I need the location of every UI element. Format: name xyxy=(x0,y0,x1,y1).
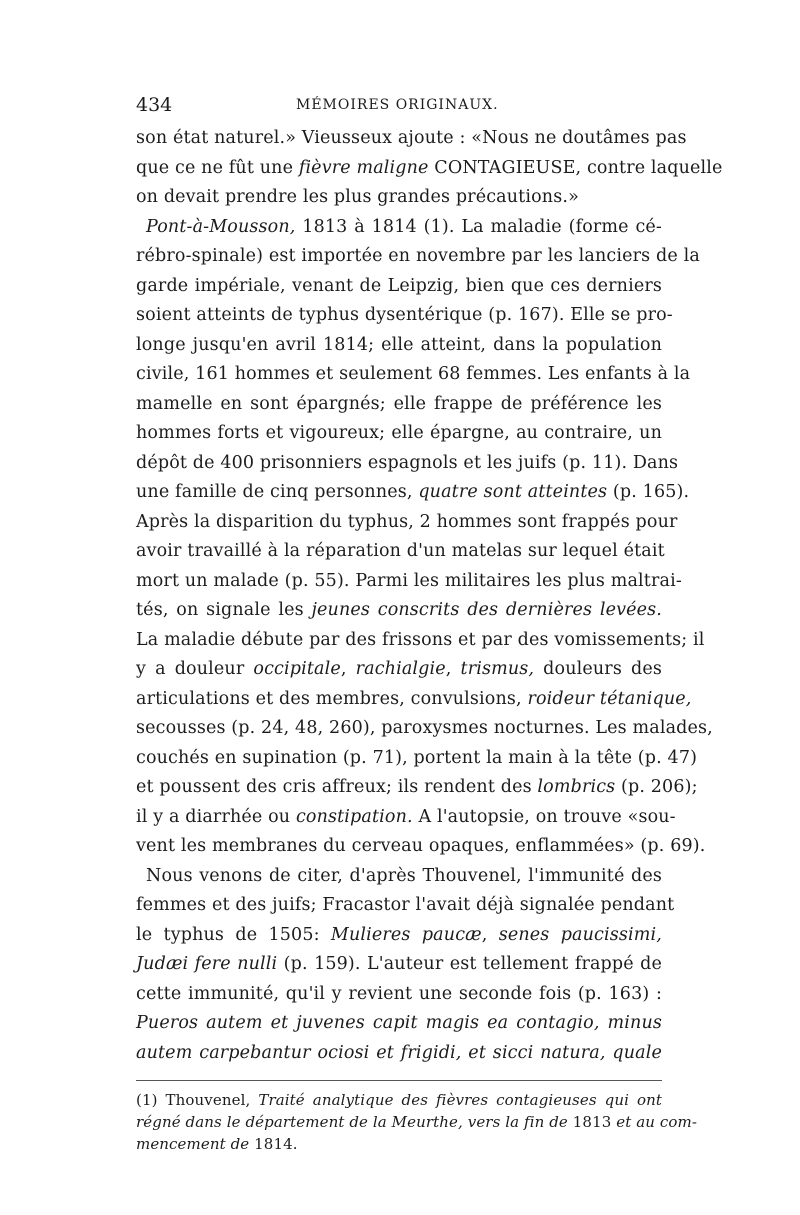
text-line: une famille de cinq personnes, quatre sont atteintes (p. 165). xyxy=(136,482,690,502)
text-line: y a douleur occipitale, rachialgie, trismus, douleurs des xyxy=(136,659,662,679)
text-line: autem carpebantur ociosi et frigidi, et sicci natura, quale xyxy=(136,1042,662,1063)
body-text xyxy=(136,124,723,1068)
text-line: le typhus de 1505: Mulieres paucæ, senes paucissimi, xyxy=(136,924,662,945)
text-line: mort un malade (p. 55). Parmi les militaires les plus maltrai- xyxy=(136,570,682,591)
text-line: Pueros autem et juvenes capit magis ea contagio, minus xyxy=(136,1013,662,1033)
text-line: il y a diarrhée ou constipation. A l'autopsie, on trouve «sou- xyxy=(136,806,676,827)
running-head xyxy=(136,94,662,124)
text-line: son état naturel.» Vieusseux ajoute : «Nous ne doutâmes pas xyxy=(136,128,687,148)
text-line: dépôt de 400 prisonniers espagnols et les juifs (p. 11). Dans xyxy=(136,452,679,473)
text-line: Après la disparition du typhus, 2 hommes sont frappés pour xyxy=(136,511,678,532)
text-line: longe jusqu'en avril 1814; elle atteint, dans la population xyxy=(136,334,662,355)
text-line: et poussent des cris affreux; ils rendent des lombrics (p. 206); xyxy=(136,777,698,797)
text-line: Judæi fere nulli (p. 159). L'auteur est tellement frappé de xyxy=(136,954,663,974)
running-title: MÉMOIRES ORIGINAUX. xyxy=(296,97,499,113)
text-line: mamelle en sont épargnés; elle frappe de préférence les xyxy=(136,393,662,414)
book-page xyxy=(136,94,723,1155)
text-line: garde impériale, venant de Leipzig, bien que ces derniers xyxy=(136,275,662,296)
footnote-line: mencement de 1814. xyxy=(136,1135,298,1153)
text-line: que ce ne fût une fièvre maligne CONTAGIEUSE, contre laquelle xyxy=(136,157,723,178)
text-line: on devait prendre les plus grandes précautions.» xyxy=(136,187,579,207)
text-line: La maladie débute par des frissons et par des vomissements; il xyxy=(136,629,705,650)
text-line: vent les membranes du cerveau opaques, enflammées» (p. 69). xyxy=(136,836,706,856)
footnote-line: (1) Thouvenel, Traité analytique des fièvres contagieuses qui ont xyxy=(136,1091,662,1109)
text-line: femmes et des juifs; Fracastor l'avait déjà signalée pendant xyxy=(136,895,675,915)
text-line: Nous venons de citer, d'après Thouvenel, l'immunité des xyxy=(146,865,662,886)
text-line: cette immunité, qu'il y revient une seconde fois (p. 163) : xyxy=(136,983,662,1004)
text-line: soient atteints de typhus dysentérique (p. 167). Elle se pro- xyxy=(136,305,673,325)
text-line: hommes forts et vigoureux; elle épargne, au contraire, un xyxy=(136,423,662,443)
text-line: tés, on signale les jeunes conscrits des dernières levées. xyxy=(136,600,662,620)
footnote-divider xyxy=(136,1080,662,1081)
text-line: Pont-à-Mousson, 1813 à 1814 (1). La maladie (forme cé- xyxy=(146,216,662,237)
text-line: secousses (p. 24, 48, 260), paroxysmes nocturnes. Les malades, xyxy=(136,718,713,738)
text-line: rébro-spinale) est importée en novembre par les lanciers de la xyxy=(136,246,700,266)
text-line: civile, 161 hommes et seulement 68 femmes. Les enfants à la xyxy=(136,364,691,384)
text-line: couchés en supination (p. 71), portent la main à la tête (p. 47) xyxy=(136,747,698,768)
footnote-line: régné dans le département de la Meurthe, vers la fin de 1813 et au com- xyxy=(136,1113,697,1131)
text-line: articulations et des membres, convulsions, roideur tétanique, xyxy=(136,688,692,709)
page-number: 434 xyxy=(136,94,173,116)
footnote xyxy=(136,1089,697,1155)
text-line: avoir travaillé à la réparation d'un matelas sur lequel était xyxy=(136,541,665,561)
